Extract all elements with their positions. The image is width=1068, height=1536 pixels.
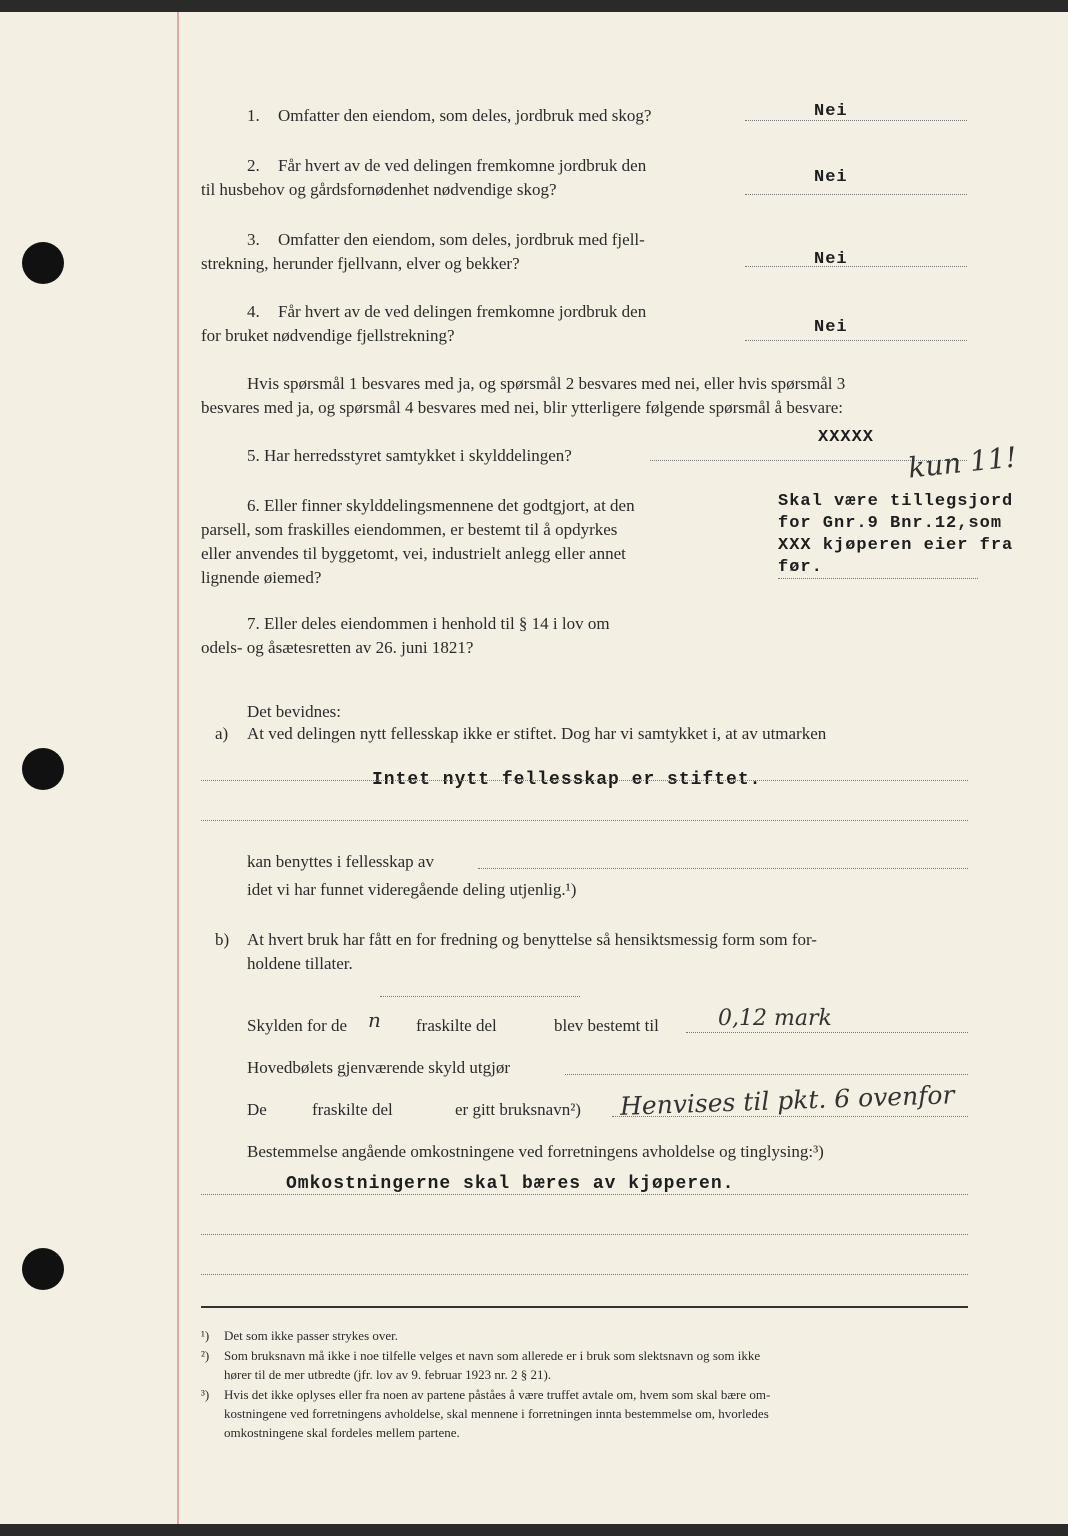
division-note: idet vi har funnet videregående deling utjenlig.¹): [247, 880, 577, 899]
footnote-1-mark: ¹): [201, 1328, 210, 1343]
question-2-answer: Nei: [814, 168, 848, 187]
question-1-answer: Nei: [814, 102, 848, 121]
question-6-line-1: 6. Eller finner skylddelingsmennene det godtgjort, at den: [247, 496, 635, 515]
footnote-2-mark: ²): [201, 1348, 210, 1363]
punch-hole-middle: [22, 748, 64, 790]
conditional-line-1: Hvis spørsmål 1 besvares med ja, og spørsmål 2 besvares med nei, eller hvis spørsmål 3: [247, 374, 846, 393]
answer-line: [745, 266, 967, 267]
question-4-number: 4.: [247, 302, 260, 321]
shared-use-label: kan benyttes i fellesskap av: [247, 852, 434, 871]
question-5-handwritten-note: kun 11!: [906, 440, 1019, 485]
bruksnavn-prefix: De: [247, 1100, 267, 1119]
question-5-answer-struck: XXXXX: [818, 428, 875, 447]
question-7-line-2: odels- og åsætesretten av 26. juni 1821?: [201, 638, 474, 657]
answer-line: [745, 120, 967, 121]
question-1-text: Omfatter den eiendom, som deles, jordbruk med skog?: [278, 106, 652, 125]
skyld-value: 0,12 mark: [718, 1006, 832, 1031]
skyld-handwritten-n: n: [368, 1008, 381, 1032]
fill-line: [686, 1032, 968, 1033]
attest-b-label: b): [215, 930, 230, 949]
question-6-line-2: parsell, som fraskilles eiendommen, er bestemt til å opdyrkes: [201, 520, 618, 539]
attest-b-line-1: At hvert bruk har fått en for fredning og benyttelse så hensiktsmessig form som for-: [247, 930, 817, 949]
skyld-bestemt-label: blev bestemt til: [554, 1016, 659, 1035]
question-2-number: 2.: [247, 156, 260, 175]
question-3-line-2: strekning, herunder fjellvann, elver og bekker?: [201, 254, 520, 273]
fill-line: [201, 780, 968, 781]
question-4-answer: Nei: [814, 318, 848, 337]
footnote-3-line-3: omkostningene skal fordeles mellem partene.: [224, 1425, 460, 1440]
costs-label: Bestemmelse angående omkostningene ved forretningens avholdelse og tinglysing:³): [247, 1142, 824, 1161]
question-5-text: 5. Har herredsstyret samtykket i skylddelingen?: [247, 446, 572, 465]
fill-line: [201, 1234, 968, 1235]
footnote-1-text: Det som ikke passer strykes over.: [224, 1328, 399, 1343]
question-6-answer-line-2: for Gnr.9 Bnr.12,som: [778, 514, 1003, 533]
fill-line: [201, 1274, 968, 1275]
question-3-number: 3.: [247, 230, 260, 249]
fill-line: [478, 868, 968, 869]
answer-line: [778, 578, 978, 579]
bruksnavn-value: Henvises til pkt. 6 ovenfor: [619, 1080, 955, 1121]
footnote-2-line-1: Som bruksnavn må ikke i noe tilfelle velges et navn som allerede er i bruk som slektsnavn og som ikke: [224, 1348, 761, 1363]
margin-line: [177, 12, 179, 1524]
question-6-answer-line-4: før.: [778, 558, 823, 577]
question-4-line-1: Får hvert av de ved delingen fremkomne jordbruk den: [278, 302, 647, 321]
costs-answer: Omkostningerne skal bæres av kjøperen.: [286, 1174, 735, 1194]
skyld-prefix: Skylden for de: [247, 1016, 348, 1035]
conditional-line-2: besvares med ja, og spørsmål 4 besvares med nei, blir ytterligere følgende spørsmål å besvare:: [201, 398, 844, 417]
footnote-3-mark: ³): [201, 1387, 210, 1402]
question-3-line-1: Omfatter den eiendom, som deles, jordbruk med fjell-: [278, 230, 645, 249]
remaining-skyld-label: Hovedbølets gjenværende skyld utgjør: [247, 1058, 510, 1077]
fill-line: [380, 996, 580, 997]
footnote-3-line-1: Hvis det ikke oplyses eller fra noen av partene påståes å være truffet avtale om, hvem som skal bære om-: [224, 1387, 771, 1402]
answer-line: [745, 340, 967, 341]
question-6-answer-line-3: XXX kjøperen eier fra: [778, 536, 1014, 555]
attest-b-line-2: holdene tillater.: [247, 954, 353, 973]
footnote-2-line-2: hører til de mer utbredte (jfr. lov av 9. februar 1923 nr. 2 § 21).: [224, 1367, 552, 1382]
skyld-part-label: fraskilte del: [416, 1016, 497, 1035]
question-4-line-2: for bruket nødvendige fjellstrekning?: [201, 326, 455, 345]
document-page: [0, 12, 1068, 1524]
question-3-answer: Nei: [814, 250, 848, 269]
fill-line: [201, 820, 968, 821]
attest-a-label: a): [215, 724, 229, 743]
attest-heading: Det bevidnes:: [247, 702, 341, 721]
attest-a-answer: Intet nytt fellesskap er stiftet.: [372, 770, 762, 790]
answer-line: [745, 194, 967, 195]
question-2-line-2: til husbehov og gårdsfornødenhet nødvendige skog?: [201, 180, 557, 199]
question-2-line-1: Får hvert av de ved delingen fremkomne jordbruk den: [278, 156, 647, 175]
bruksnavn-part-label: fraskilte del: [312, 1100, 393, 1119]
question-6-answer-line-1: Skal være tillegsjord: [778, 492, 1014, 511]
fill-line: [201, 1194, 968, 1195]
footnote-separator: [201, 1306, 968, 1308]
fill-line: [565, 1074, 968, 1075]
question-6-line-4: lignende øiemed?: [201, 568, 322, 587]
punch-hole-top: [22, 242, 64, 284]
question-6-line-3: eller anvendes til byggetomt, vei, industrielt anlegg eller annet: [201, 544, 626, 563]
question-1-number: 1.: [247, 106, 260, 125]
footnote-3-line-2: kostningene ved forretningens avholdelse, skal mennene i forretningen innta bestemmelse om, hvorledes: [224, 1406, 769, 1421]
question-7-line-1: 7. Eller deles eiendommen i henhold til § 14 i lov om: [247, 614, 610, 633]
bruksnavn-label: er gitt bruksnavn²): [455, 1100, 581, 1119]
punch-hole-bottom: [22, 1248, 64, 1290]
attest-a-text: At ved delingen nytt fellesskap ikke er stiftet. Dog har vi samtykket i, at av utmarken: [247, 724, 827, 743]
